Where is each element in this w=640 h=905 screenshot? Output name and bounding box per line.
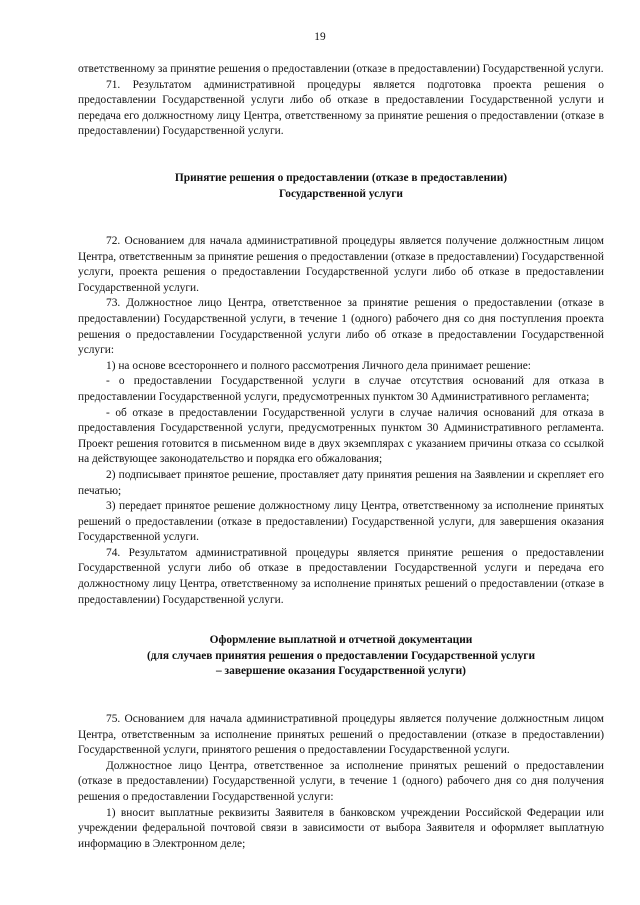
heading-line: Государственной услуги: [279, 187, 403, 200]
list-item: - о предоставлении Государственной услуги в случае отсутствия оснований для отказа в предоставлении Государственной услуги, предусмотренных пунктом 30 Административного регламента;: [78, 375, 604, 403]
list-item: 3) передает принятое решение должностному лицу Центра, ответственному за исполнение принятых решений о предоставлении (отказе в предоставлении) Государственной услуги, для завершения оказания Государственной услуги.: [78, 500, 604, 544]
paragraph-72: 72. Основанием для начала административной процедуры является получение должностным лицом Центра, ответственным за принятие решения о предоставлении (отказе в предоставлении) Государственной услуги, проекта решения о предоставлении Государственной услуги либо об отказе в предоставлении Государственной услуги.: [78, 235, 604, 294]
list-item: 1) вносит выплатные реквизиты Заявителя в банковском учреждении Российской Федерации или учреждении федеральной почтовой связи в зависимости от выбора Заявителя и оформляет выплатную информацию в Электронном деле;: [78, 806, 604, 850]
paragraph-continuation: ответственному за принятие решения о предоставлении (отказе в предоставлении) Государственной услуги.: [78, 63, 604, 75]
page-number: 19: [314, 31, 326, 43]
paragraph-74: 74. Результатом административной процедуры является принятие решения о предоставлении Государственной услуги либо об отказе в предоставлении Государственной услуги и передача его должностному лицу Центра, ответственному за исполнение принятых решений о предоставлении (отказе в предоставлении) Государственной услуги.: [78, 546, 604, 606]
list-item: - об отказе в предоставлении Государственной услуги в случае наличия оснований для отказа в предоставления Государственной услуги, предусмотренных пунктом 30 Административного регламента. Проект решения готовится в письменном виде в двух экземплярах с указанием причины отказа со ссылкой на действующее законодательство и порядка его обжалования;: [78, 406, 604, 466]
text-block-intro: [78, 62, 604, 140]
section-heading-documentation: [78, 633, 604, 680]
paragraph: Должностное лицо Центра, ответственное за исполнение принятых решений о предоставлении (отказе в предоставлении) Государственной услуги, в течение 1 (одного) рабочего дня со дня получения решения о предоставлении Государственной услуги:: [78, 759, 604, 803]
heading-line: Оформление выплатной и отчетной документации: [209, 634, 473, 646]
list-item: 1) на основе всестороннего и полного рассмотрения Личного дела принимает решение:: [106, 359, 531, 372]
paragraph-73: 73. Должностное лицо Центра, ответственное за принятие решения о предоставлении (отказе в предоставлении) Государственной услуги, в течение 1 (одного) рабочего дня со дня поступления проекта решения о предоставлении Государственной услуги либо об отказе в предоставлении Государственной услуги:: [78, 297, 604, 357]
text-block-decision: [78, 234, 604, 608]
paragraph-75: 75. Основанием для начала административной процедуры является получение должностным лицом Центра, ответственным за исполнение принятых решений о предоставлении (отказе в предоставлении) Государственной услуги, принятого решения о предоставлении Государственной услуги.: [78, 713, 604, 757]
section-heading-decision: [78, 171, 604, 202]
heading-line: – завершение оказания Государственной услуги): [216, 665, 466, 678]
paragraph-71: 71. Результатом административной процедуры является подготовка проекта решения о предоставлении Государственной услуги либо об отказе в предоставлении Государственной услуги и передача его должностному лицу Центра, ответственному за принятие решения о предоставлении (отказе в предоставлении) Государственной услуги.: [78, 78, 604, 138]
list-item: 2) подписывает принятое решение, проставляет дату принятия решения на Заявлении и скрепляет его печатью;: [78, 468, 604, 497]
heading-line: (для случаев принятия решения о предоставлении Государственной услуги: [146, 649, 536, 662]
text-block-documentation: [78, 712, 604, 852]
heading-line: Принятие решения о предоставлении (отказе в предоставлении): [174, 172, 508, 184]
